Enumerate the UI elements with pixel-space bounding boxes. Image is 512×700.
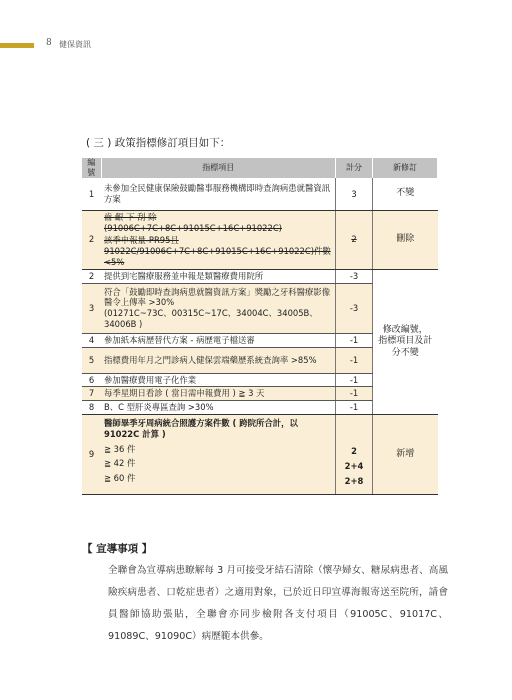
tier-score: 2+4 <box>344 460 364 471</box>
header-item: 指標項目 <box>101 158 336 178</box>
notice-title: 【 宣導事項 】 <box>82 543 153 555</box>
row-number: 4 <box>82 333 101 347</box>
header-accent-bar <box>0 43 34 48</box>
row-number: 6 <box>82 373 101 387</box>
struck-item-line: 齒 齦 下 刮 除 (91006C+7C+8C+91015C+16C+91022C) <box>104 211 282 233</box>
row-score: -1 <box>336 401 373 415</box>
row-number: 1 <box>82 178 101 210</box>
section-title: ( 三 ) 政策指標修訂項目如下： <box>86 137 231 149</box>
row-number: 5 <box>82 347 101 373</box>
row-item-line: (01271C~73C、00315C~17C、34004C、34005B、34006B ) <box>104 308 318 329</box>
row-item <box>101 415 336 495</box>
row-item: B、C 型肝炎專區查詢 >30% <box>101 401 336 415</box>
row-score <box>336 415 373 495</box>
page-number: 8 <box>46 38 52 48</box>
row-score: -1 <box>336 347 373 373</box>
row-item: 參加紙本病歷替代方案 - 病歷電子檔送審 <box>101 333 336 347</box>
notice-body: 全聯會為宣導病患瞭解每 3 月可接受牙結石清除（懷孕婦女、糖尿病患者、高風險疾病患者、口乾症患者）之適用對象，已於近日印宣導海報寄送至院所，請會員醫師協助張貼，全聯會亦同步檢附各支付項目（91005C、91017C、91089C、91090C）病歷範本供參。 <box>108 565 448 642</box>
row-score: 2 <box>336 210 373 269</box>
row-item <box>101 283 336 333</box>
row-version: 刪除 <box>373 210 438 269</box>
row-score: -1 <box>336 387 373 401</box>
struck-item-line: 該季申報量-PR95且91022C/91006C+7C+8C+91015C+16C+91022C)件數<5% <box>104 235 331 267</box>
row-score: -1 <box>336 373 373 387</box>
row-score: -3 <box>336 283 373 333</box>
header-no: 編號 <box>82 158 101 178</box>
row-number: 7 <box>82 387 101 401</box>
row-version: 不變 <box>373 178 438 210</box>
row-number: 8 <box>82 401 101 415</box>
row-item-line: 符合「鼓勵即時查詢病患就醫資訊方案」獎勵之牙科醫療影像醫令上傳率 >30% <box>104 286 331 308</box>
tier-label: ≧ 42 件 <box>104 458 136 469</box>
tier-label: ≧ 36 件 <box>104 443 136 454</box>
row-number: 2 <box>82 269 101 283</box>
row-score: -3 <box>336 269 373 283</box>
running-header-section: 健保資訊 <box>59 40 91 49</box>
tier-label: ≧ 60 件 <box>104 473 136 484</box>
row-item: 每季星期日看診 ( 當日需申報費用 ) ≧ 3 天 <box>101 387 336 401</box>
row-number: 9 <box>82 415 101 495</box>
row-score: -1 <box>336 333 373 347</box>
row-item: 提供到宅醫療服務並申報是類醫療費用院所 <box>101 269 336 283</box>
row-number: 2 <box>82 210 101 269</box>
header-score: 計分 <box>336 158 373 178</box>
row-score: 3 <box>336 178 373 210</box>
row-version-merged <box>373 269 438 415</box>
table-row-deleted <box>82 210 438 269</box>
table-row <box>82 178 438 210</box>
added-item-title: 醫師畢季牙周病統合照護方案件數 ( 跨院所合計，以 91022C 計算 ) <box>104 418 298 439</box>
row-item <box>101 210 336 269</box>
tier-score: 2+8 <box>344 475 364 486</box>
version-modified-line: 指標項目及計分不變 <box>378 336 433 358</box>
row-item: 指標費用年月之門診病人健保雲端藥歷系統查詢率 >85% <box>101 347 336 373</box>
row-item: 參加醫療費用電子化作業 <box>101 373 336 387</box>
row-version: 新增 <box>373 415 438 495</box>
header-version: 新修訂 <box>373 158 438 178</box>
policy-indicator-table <box>82 158 438 495</box>
version-modified-line: 修改編號， <box>382 324 428 335</box>
table-header-row <box>82 158 438 178</box>
row-item: 未參加全民健康保險鼓勵醫事服務機構即時查詢病患就醫資訊方案 <box>101 178 336 210</box>
table-row-added <box>82 415 438 495</box>
tier-score: 2 <box>351 446 357 457</box>
table-row <box>82 269 438 283</box>
row-number: 3 <box>82 283 101 333</box>
